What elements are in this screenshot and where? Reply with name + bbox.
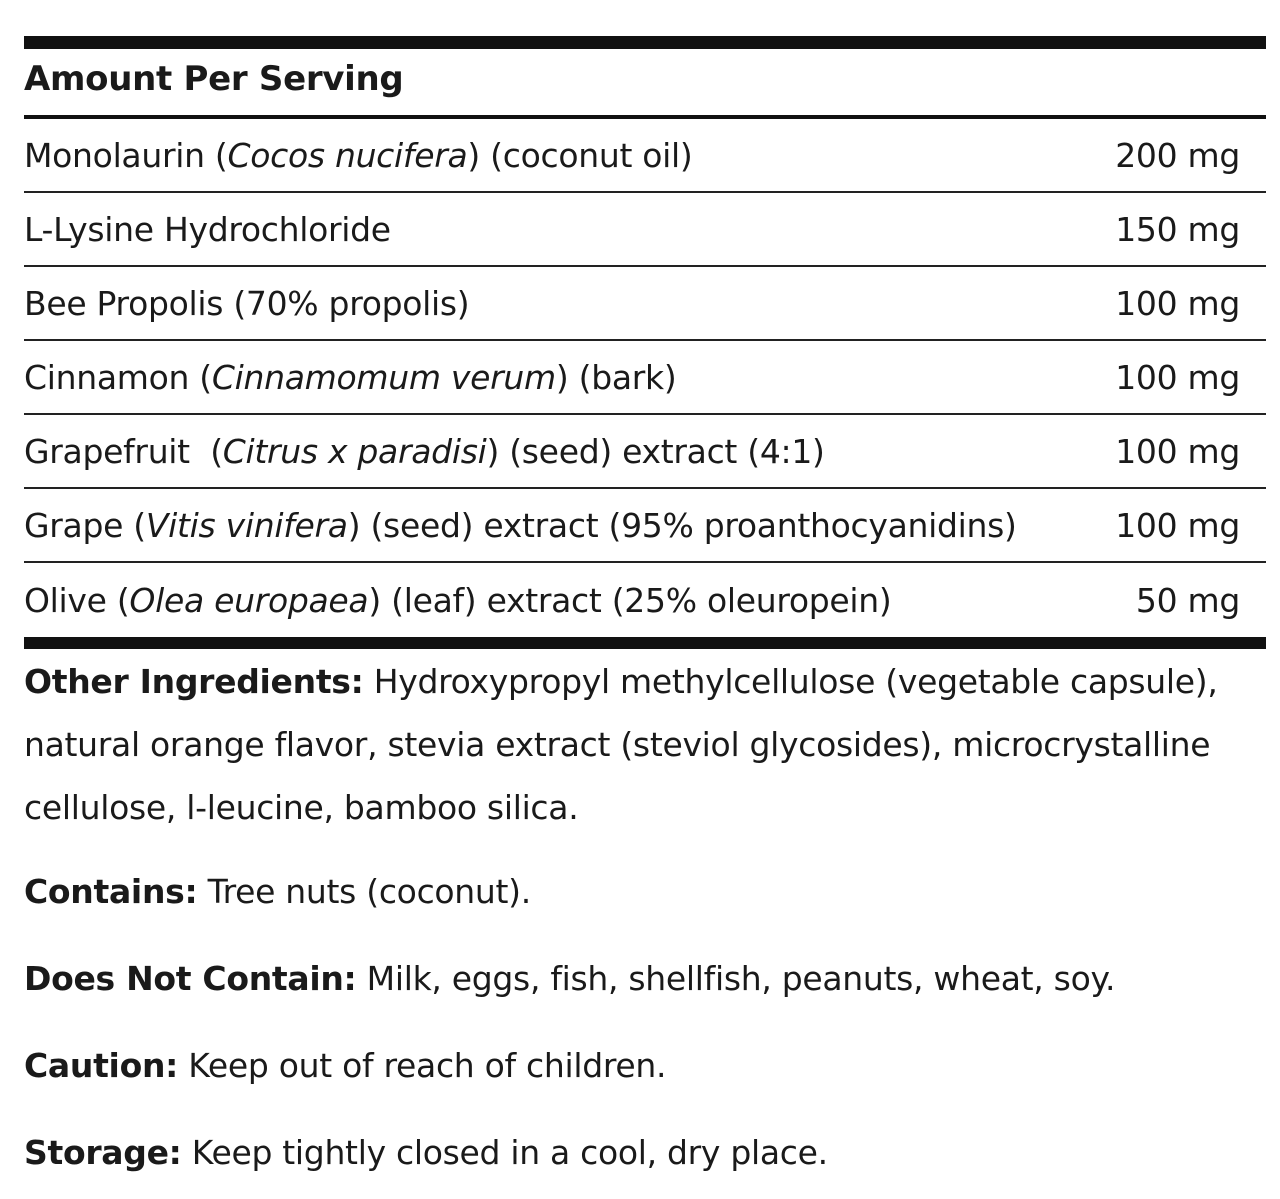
does-not-contain-note xyxy=(24,959,1115,999)
other-ingredients-text: Hydroxypropyl methylcellulose (vegetable capsule), natural orange flavor, stevia extract (steviol glycosides), microcrystalline cellulose, l-leucine, bamboo silica. xyxy=(24,662,1218,827)
does-not-contain-label: Does Not Contain: xyxy=(24,959,357,998)
amount-per-serving-label: Amount Per Serving xyxy=(24,59,404,99)
contains-note xyxy=(24,872,531,912)
contains-label: Contains: xyxy=(24,872,198,911)
ingredient-row-bee-propolis xyxy=(24,267,1266,341)
other-ingredients-note xyxy=(24,650,1254,839)
amount-per-serving-header xyxy=(24,49,1266,115)
ingredient-row-grape xyxy=(24,489,1266,563)
storage-label: Storage: xyxy=(24,1133,182,1172)
ingredient-amount: 100 mg xyxy=(1115,283,1240,323)
ingredient-amount: 50 mg xyxy=(1135,580,1240,620)
ingredient-amount: 100 mg xyxy=(1115,505,1240,545)
ingredient-name: Grape (Vitis vinifera) (seed) extract (95% proanthocyanidins) xyxy=(24,505,1017,545)
ingredient-row-grapefruit xyxy=(24,415,1266,489)
storage-text: Keep tightly closed in a cool, dry place. xyxy=(181,1133,828,1172)
other-ingredients-label: Other Ingredients: xyxy=(24,662,364,701)
storage-note xyxy=(24,1133,828,1173)
ingredient-amount: 200 mg xyxy=(1115,135,1240,175)
ingredient-row-cinnamon xyxy=(24,341,1266,415)
ingredient-name: Olive (Olea europaea) (leaf) extract (25% oleuropein) xyxy=(24,580,892,620)
supplement-facts-table xyxy=(24,36,1266,649)
ingredient-latin-name: Vitis vinifera xyxy=(145,505,348,545)
ingredient-name: Bee Propolis (70% propolis) xyxy=(24,283,470,323)
caution-text: Keep out of reach of children. xyxy=(178,1046,667,1085)
ingredient-amount: 100 mg xyxy=(1115,431,1240,471)
ingredient-amount: 150 mg xyxy=(1115,209,1240,249)
ingredient-amount: 100 mg xyxy=(1115,357,1240,397)
ingredient-name: L-Lysine Hydrochloride xyxy=(24,209,391,249)
top-divider-bar xyxy=(24,36,1266,49)
ingredient-row-monolaurin xyxy=(24,119,1266,193)
ingredient-row-l-lysine xyxy=(24,193,1266,267)
ingredient-name: Grapefruit (Citrus x paradisi) (seed) extract (4:1) xyxy=(24,431,825,471)
ingredient-name: Cinnamon (Cinnamomum verum) (bark) xyxy=(24,357,677,397)
ingredient-row-olive xyxy=(24,563,1266,637)
ingredient-name: Monolaurin (Cocos nucifera) (coconut oil) xyxy=(24,135,693,175)
ingredient-latin-name: Cocos nucifera xyxy=(227,135,468,175)
caution-label: Caution: xyxy=(24,1046,179,1085)
ingredient-latin-name: Cinnamomum verum xyxy=(211,357,556,397)
label-notes xyxy=(24,650,1254,1172)
caution-note xyxy=(24,1046,666,1086)
ingredient-latin-name: Olea europaea xyxy=(129,580,369,620)
ingredient-latin-name: Citrus x paradisi xyxy=(222,431,487,471)
does-not-contain-text: Milk, eggs, fish, shellfish, peanuts, wheat, soy. xyxy=(356,959,1116,998)
contains-text: Tree nuts (coconut). xyxy=(197,872,531,911)
bottom-divider-bar xyxy=(24,637,1266,649)
